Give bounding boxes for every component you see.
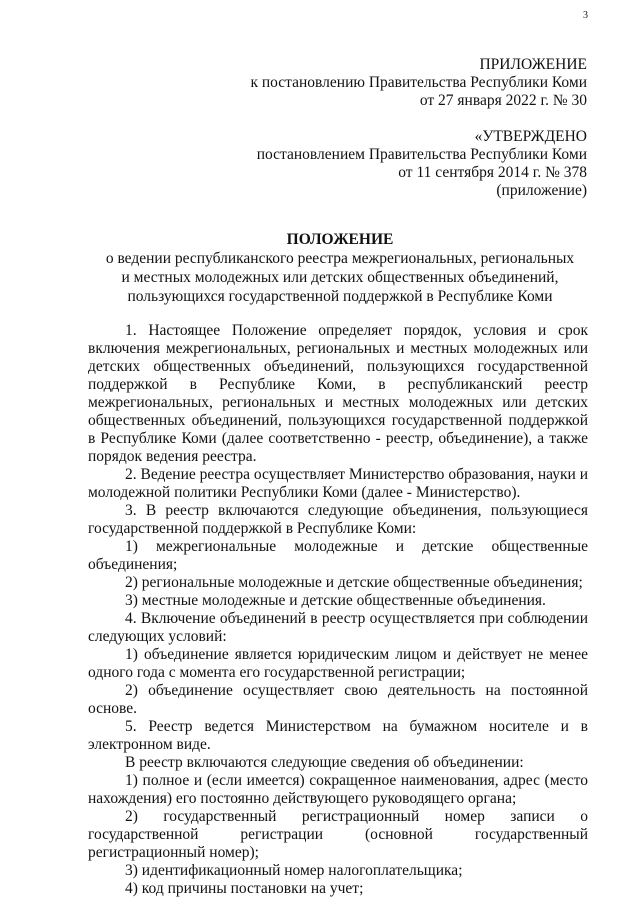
appendix-resolution: к постановлению Правительства Республики Коми bbox=[250, 74, 587, 91]
paragraph: 2. Ведение реестра осуществляет Министерство образования, науки и молодежной политики Республики Коми (далее - Министерство). bbox=[88, 466, 588, 501]
document-title: ПОЛОЖЕНИЕ bbox=[286, 231, 394, 248]
paragraph: 1) объединение является юридическим лицом и действует не менее одного года с момента его государственной регистрации; bbox=[88, 646, 588, 681]
paragraph: 4) код причины постановки на учет; bbox=[125, 880, 364, 897]
paragraph: 3) местные молодежные и детские общественные объединения. bbox=[125, 592, 546, 609]
appendix-date: от 27 января 2022 г. № 30 bbox=[419, 92, 587, 109]
approved-header bbox=[257, 128, 587, 200]
appendix-header bbox=[250, 56, 587, 110]
approved-resolution: постановлением Правительства Республики Коми bbox=[256, 146, 587, 163]
paragraph: 1. Настоящее Положение определяет порядок, условия и срок включения межрегиональных, региональных и местных молодежных или детских общественных объединений, пользующихся государственной поддержкой в Республике Коми, в республиканский реестр межрегиональных, региональных и местных молодежных или детских общественных объединений, пользующихся государственной поддержкой в Республике Коми (далее соответственно - реестр, объединение), а также порядок ведения реестра. bbox=[88, 322, 588, 465]
paragraph: 3) идентификационный номер налогоплательщика; bbox=[125, 862, 463, 879]
document-title-block bbox=[40, 230, 640, 306]
paragraph: 2) государственный регистрационный номер записи о государственной регистрации (основной государственный регистрационный номер); bbox=[88, 808, 588, 861]
paragraph: 4. Включение объединений в реестр осуществляется при соблюдении следующих условий: bbox=[88, 610, 588, 645]
appendix-title: ПРИЛОЖЕНИЕ bbox=[479, 56, 587, 73]
document-body bbox=[88, 322, 588, 898]
paragraph: 1) межрегиональные молодежные и детские общественные объединения; bbox=[88, 538, 588, 573]
approved-title: «УТВЕРЖДЕНО bbox=[474, 128, 587, 145]
document-subtitle-line-1: о ведении республиканского реестра межрегиональных, региональных bbox=[105, 250, 575, 267]
paragraph: 2) региональные молодежные и детские общественные объединения; bbox=[125, 574, 583, 591]
document-subtitle-line-3: пользующихся государственной поддержкой в Республике Коми bbox=[127, 288, 553, 305]
paragraph: 2) объединение осуществляет свою деятельность на постоянной основе. bbox=[88, 682, 588, 717]
paragraph: 3. В реестр включаются следующие объединения, пользующиеся государственной поддержкой в Республике Коми: bbox=[88, 502, 588, 537]
document-subtitle-line-2: и местных молодежных или детских общественных объединений, bbox=[121, 269, 559, 286]
approved-note: (приложение) bbox=[496, 182, 587, 199]
paragraph: 1) полное и (если имеется) сокращенное наименования, адрес (место нахождения) его постоянно действующего руководящего органа; bbox=[88, 772, 588, 807]
page-number: 3 bbox=[583, 10, 588, 21]
paragraph: 5. Реестр ведется Министерством на бумажном носителе и в электронном виде. bbox=[88, 718, 588, 753]
approved-date: от 11 сентября 2014 г. № 378 bbox=[398, 164, 587, 181]
paragraph: В реестр включаются следующие сведения об объединении: bbox=[125, 754, 524, 771]
